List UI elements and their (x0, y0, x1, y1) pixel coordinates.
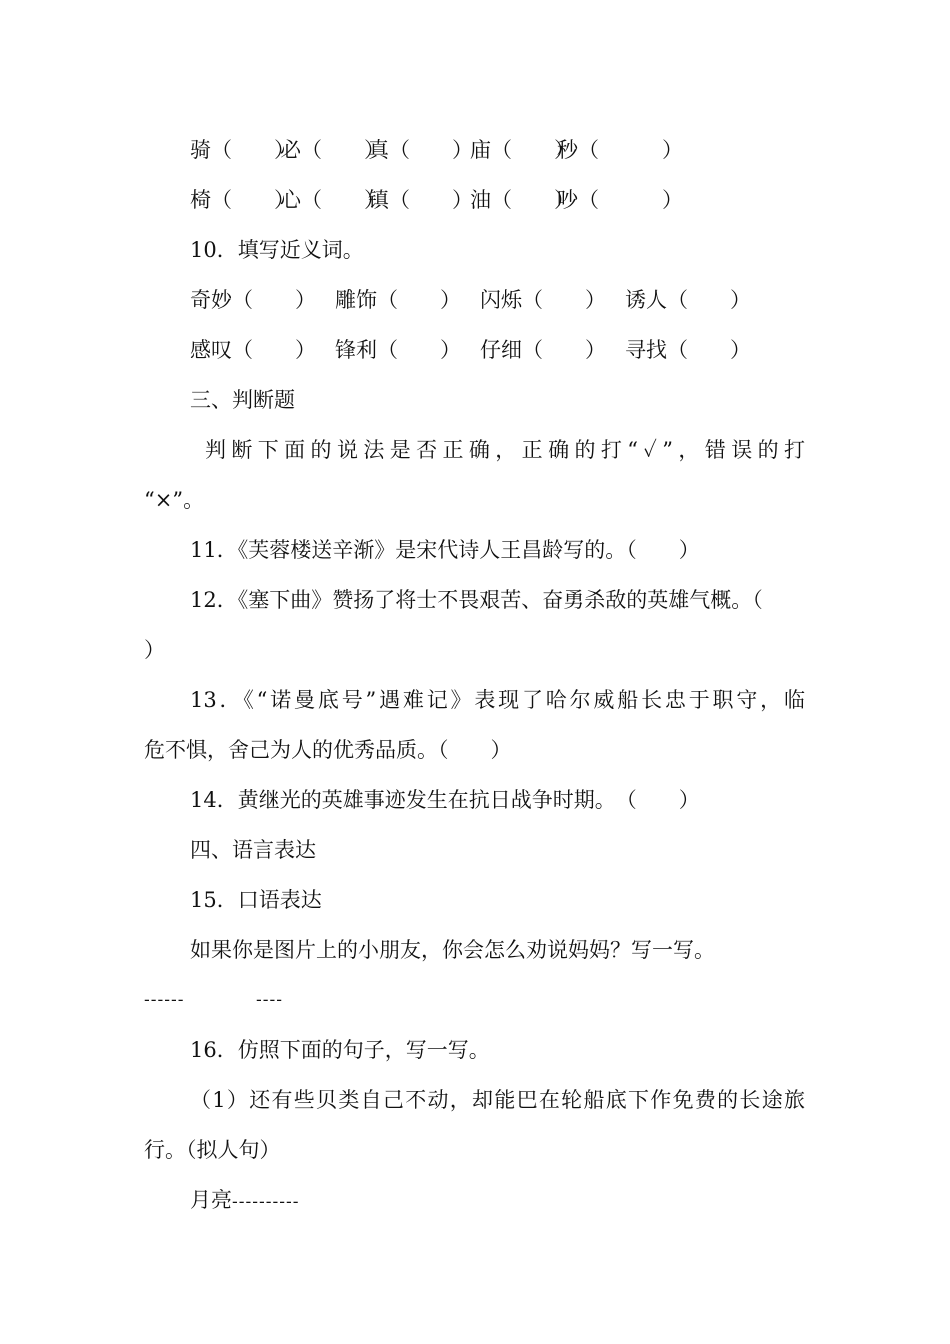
section3-instruction: 判断下面的说法是否正确，正确的打“✓”，错误的打 (205, 438, 805, 462)
char-item: 心（ ） (280, 188, 385, 212)
section3-heading: 三、判断题 (190, 388, 295, 412)
synonym-row-2 (190, 336, 830, 364)
char-item: 油（ ） (470, 188, 575, 212)
synonym-item: 雕饰（ ） (335, 288, 461, 312)
question-11: 11．《芙蓉楼送辛渐》是宋代诗人王昌龄写的。（ ） (190, 538, 700, 562)
char-item: 骑（ ） (190, 138, 295, 162)
synonym-item: 寻找（ ） (625, 338, 751, 362)
question-12: 12．《塞下曲》赞扬了将士不畏艰苦、奋勇杀敌的英雄气概。（ (190, 588, 763, 612)
question-14: 14．黄继光的英雄事迹发生在抗日战争时期。 （ ） (190, 788, 700, 812)
char-item: 秒（ ） (557, 138, 683, 162)
char-row-1 (190, 136, 830, 164)
answer-prefix: 月亮 (190, 1188, 232, 1212)
char-item: 庙（ ） (470, 138, 575, 162)
question-15-prompt: 如果你是图片上的小朋友，你会怎么劝说妈妈？写一写。 (190, 938, 715, 962)
question-13-cont: 危不惧，舍己为人的优秀品质。（ ） (144, 738, 512, 762)
synonym-row-1 (190, 286, 830, 314)
section4-heading: 四、语言表达 (190, 838, 316, 862)
char-row-2 (190, 186, 830, 214)
q10-title: 10．填写近义词。 (190, 238, 364, 262)
question-16-answer (190, 1186, 299, 1216)
synonym-item: 诱人（ ） (625, 288, 751, 312)
question-15-title: 15．口语表达 (190, 888, 322, 912)
char-item: 吵（ ） (557, 188, 683, 212)
section3-instruction-cont: “×”。 (144, 488, 205, 512)
synonym-item: 仔细（ ） (480, 338, 606, 362)
question-16-1: （1）还有些贝类自己不动，却能巴在轮船底下作免费的长途旅 (190, 1088, 805, 1112)
synonym-item: 感叹（ ） (190, 338, 316, 362)
synonym-item: 闪烁（ ） (480, 288, 606, 312)
answer-blank: ---- (256, 990, 283, 1010)
answer-blank: ---------- (232, 1192, 300, 1212)
synonym-item: 锋利（ ） (335, 338, 461, 362)
answer-blank: ------ (144, 990, 185, 1010)
char-item: 必（ ） (280, 138, 385, 162)
question-16-title: 16．仿照下面的句子，写一写。 (190, 1038, 490, 1062)
question-13: 13．《“诺曼底号”遇难记》表现了哈尔威船长忠于职守，临 (190, 688, 805, 712)
synonym-item: 奇妙（ ） (190, 288, 316, 312)
char-item: 真（ ） (368, 138, 473, 162)
char-item: 椅（ ） (190, 188, 295, 212)
question-12-cont: ） (144, 638, 165, 662)
question-16-1-cont: 行。（拟人句） (144, 1138, 281, 1162)
char-item: 镇（ ） (368, 188, 473, 212)
